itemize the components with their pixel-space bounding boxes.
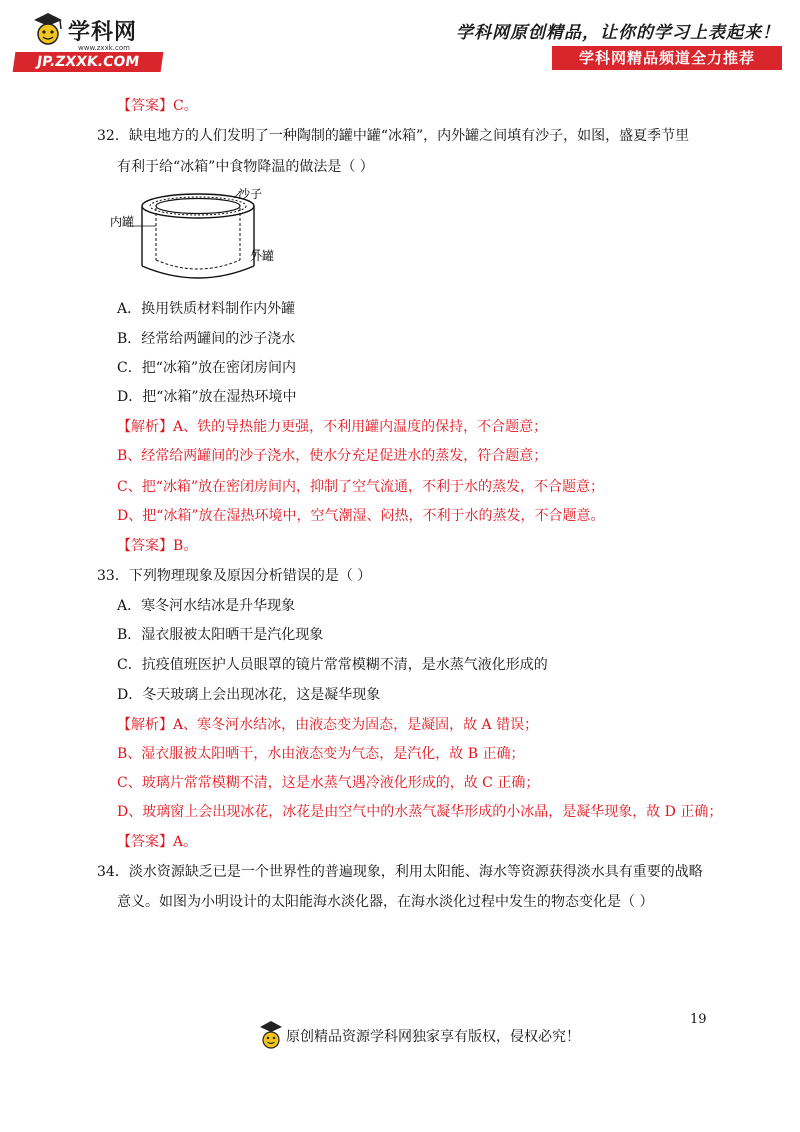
- logo-text: 学科网: [68, 19, 138, 45]
- option-33-b: B．湿衣服被太阳晒干是汽化现象: [117, 627, 324, 643]
- label-sand: 沙子: [238, 187, 263, 201]
- option-32-b: B．经常给两罐间的沙子浇水: [117, 331, 296, 347]
- explanation-33-c: C、玻璃片常常模糊不清，这是水蒸气遇冷液化形成的，故 C 正确；: [117, 775, 540, 791]
- label-inner-jar: 内罐: [110, 215, 135, 229]
- jar-in-jar-figure: [110, 186, 280, 286]
- logo-small-url: www.zxxk.com: [78, 44, 130, 52]
- page-number: 19: [690, 1012, 707, 1027]
- logo-url-badge: JP.ZXXK.COM: [13, 52, 164, 72]
- option-33-d: D．冬天玻璃上会出现冰花，这是凝华现象: [117, 687, 381, 703]
- option-32-d: D．把“冰箱”放在湿热环境中: [117, 389, 297, 405]
- copyright-text: 原创精品资源学科网独家享有版权，侵权必究！: [286, 1029, 580, 1045]
- explanation-32-a: 【解析】A、铁的导热能力更强，不利用罐内温度的保持，不合题意；: [117, 419, 548, 435]
- explanation-33-a: 【解析】A、寒冬河水结冰，由液态变为固态，是凝固，故 A 错误；: [117, 717, 539, 733]
- answer-31: 【答案】C。: [117, 98, 198, 114]
- explanation-32-d: D、把“冰箱”放在湿热环境中，空气潮湿、闷热，不利于水的蒸发，不合题意。: [117, 508, 605, 524]
- question-32-line1: 32．缺电地方的人们发明了一种陶制的罐中罐“冰箱”，内外罐之间填有沙子，如图，盛夏季节里: [97, 128, 690, 144]
- explanation-32-b: B、经常给两罐间的沙子浇水，使水分充足促进水的蒸发，符合题意；: [117, 448, 548, 464]
- option-32-c: C．把“冰箱”放在密闭房间内: [117, 360, 297, 376]
- question-32-line2: 有利于给“冰箱”中食物降温的做法是（ ）: [117, 159, 374, 175]
- question-34-line2: 意义。如图为小明设计的太阳能海水淡化器，在海水淡化过程中发生的物态变化是（ ）: [117, 894, 654, 910]
- header-slogan: 学科网原创精品，让你的学习上表起来！: [456, 23, 780, 43]
- question-34-line1: 34．淡水资源缺乏已是一个世界性的普遍现象，利用太阳能、海水等资源获得淡水具有重要的战略: [97, 864, 703, 880]
- explanation-33-b: B、湿衣服被太阳晒干，水由液态变为气态，是汽化，故 B 正确；: [117, 746, 525, 762]
- answer-33: 【答案】A。: [117, 834, 198, 850]
- label-outer-jar: 外罐: [250, 249, 275, 263]
- site-logo[interactable]: [12, 8, 162, 72]
- header-banner[interactable]: 学科网精品频道全力推荐: [552, 46, 782, 70]
- explanation-32-c: C、把“冰箱”放在密闭房间内，抑制了空气流通，不利于水的蒸发，不合题意；: [117, 479, 605, 495]
- mascot-icon: [258, 1018, 284, 1054]
- footer: [258, 1018, 580, 1054]
- answer-32: 【答案】B。: [117, 538, 198, 554]
- mascot-icon: [30, 10, 66, 50]
- option-33-c: C．抗疫值班医护人员眼罩的镜片常常模糊不清，是水蒸气液化形成的: [117, 657, 548, 673]
- option-32-a: A．换用铁质材料制作内外罐: [117, 301, 296, 317]
- question-33: 33．下列物理现象及原因分析错误的是（ ）: [97, 568, 372, 584]
- explanation-33-d: D、玻璃窗上会出现冰花，冰花是由空气中的水蒸气凝华形成的小冰晶，是凝华现象，故 D 正确；: [117, 804, 723, 820]
- option-33-a: A．寒冬河水结冰是升华现象: [117, 598, 296, 614]
